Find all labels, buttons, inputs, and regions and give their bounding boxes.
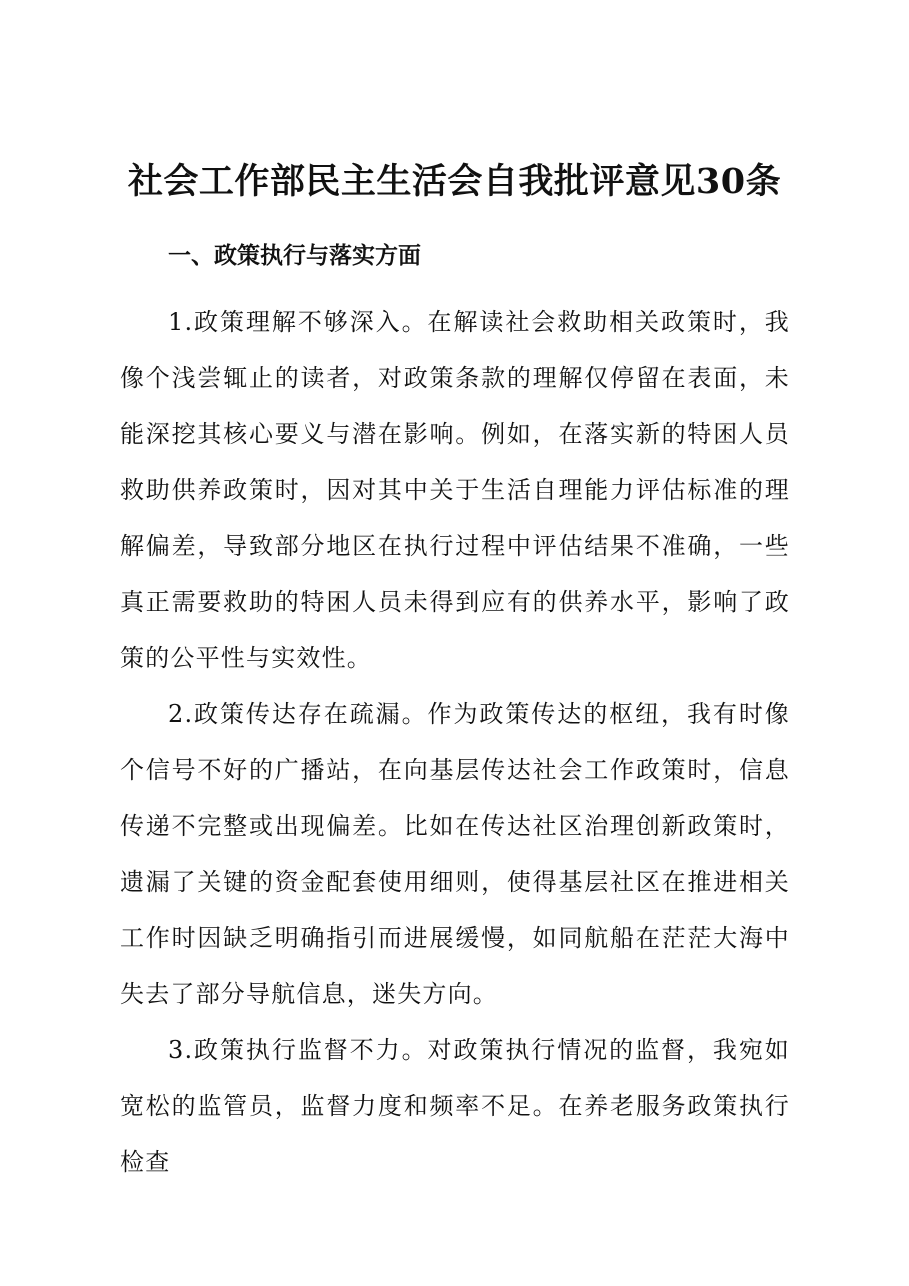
paragraph-3: 3.政策执行监督不力。对政策执行情况的监督，我宛如宽松的监管员，监督力度和频率不足。在养老服务政策执行检查 — [120, 1036, 790, 1176]
paragraph-1: 1.政策理解不够深入。在解读社会救助相关政策时，我像个浅尝辄止的读者，对政策条款的理解仅停留在表面，未能深挖其核心要义与潜在影响。例如，在落实新的特困人员救助供养政策时，因对其中关于生活自理能力评估标准的理解偏差，导致部分地区在执行过程中评估结果不准确，一些真正需要救助的特困人员未得到应有的供养水平，影响了政策的公平性与实效性。 — [120, 308, 790, 672]
section-heading: 一、政策执行与落实方面 — [168, 243, 421, 269]
document-title: 社会工作部民主生活会自我批评意见30条 — [127, 161, 782, 202]
document-body — [120, 294, 790, 1190]
paragraph-2: 2.政策传达存在疏漏。作为政策传达的枢纽，我有时像个信号不好的广播站，在向基层传达社会工作政策时，信息传递不完整或出现偏差。比如在传达社区治理创新政策时，遗漏了关键的资金配套使用细则，使得基层社区在推进相关工作时因缺乏明确指引而进展缓慢，如同航船在茫茫大海中失去了部分导航信息，迷失方向。 — [120, 700, 790, 1008]
